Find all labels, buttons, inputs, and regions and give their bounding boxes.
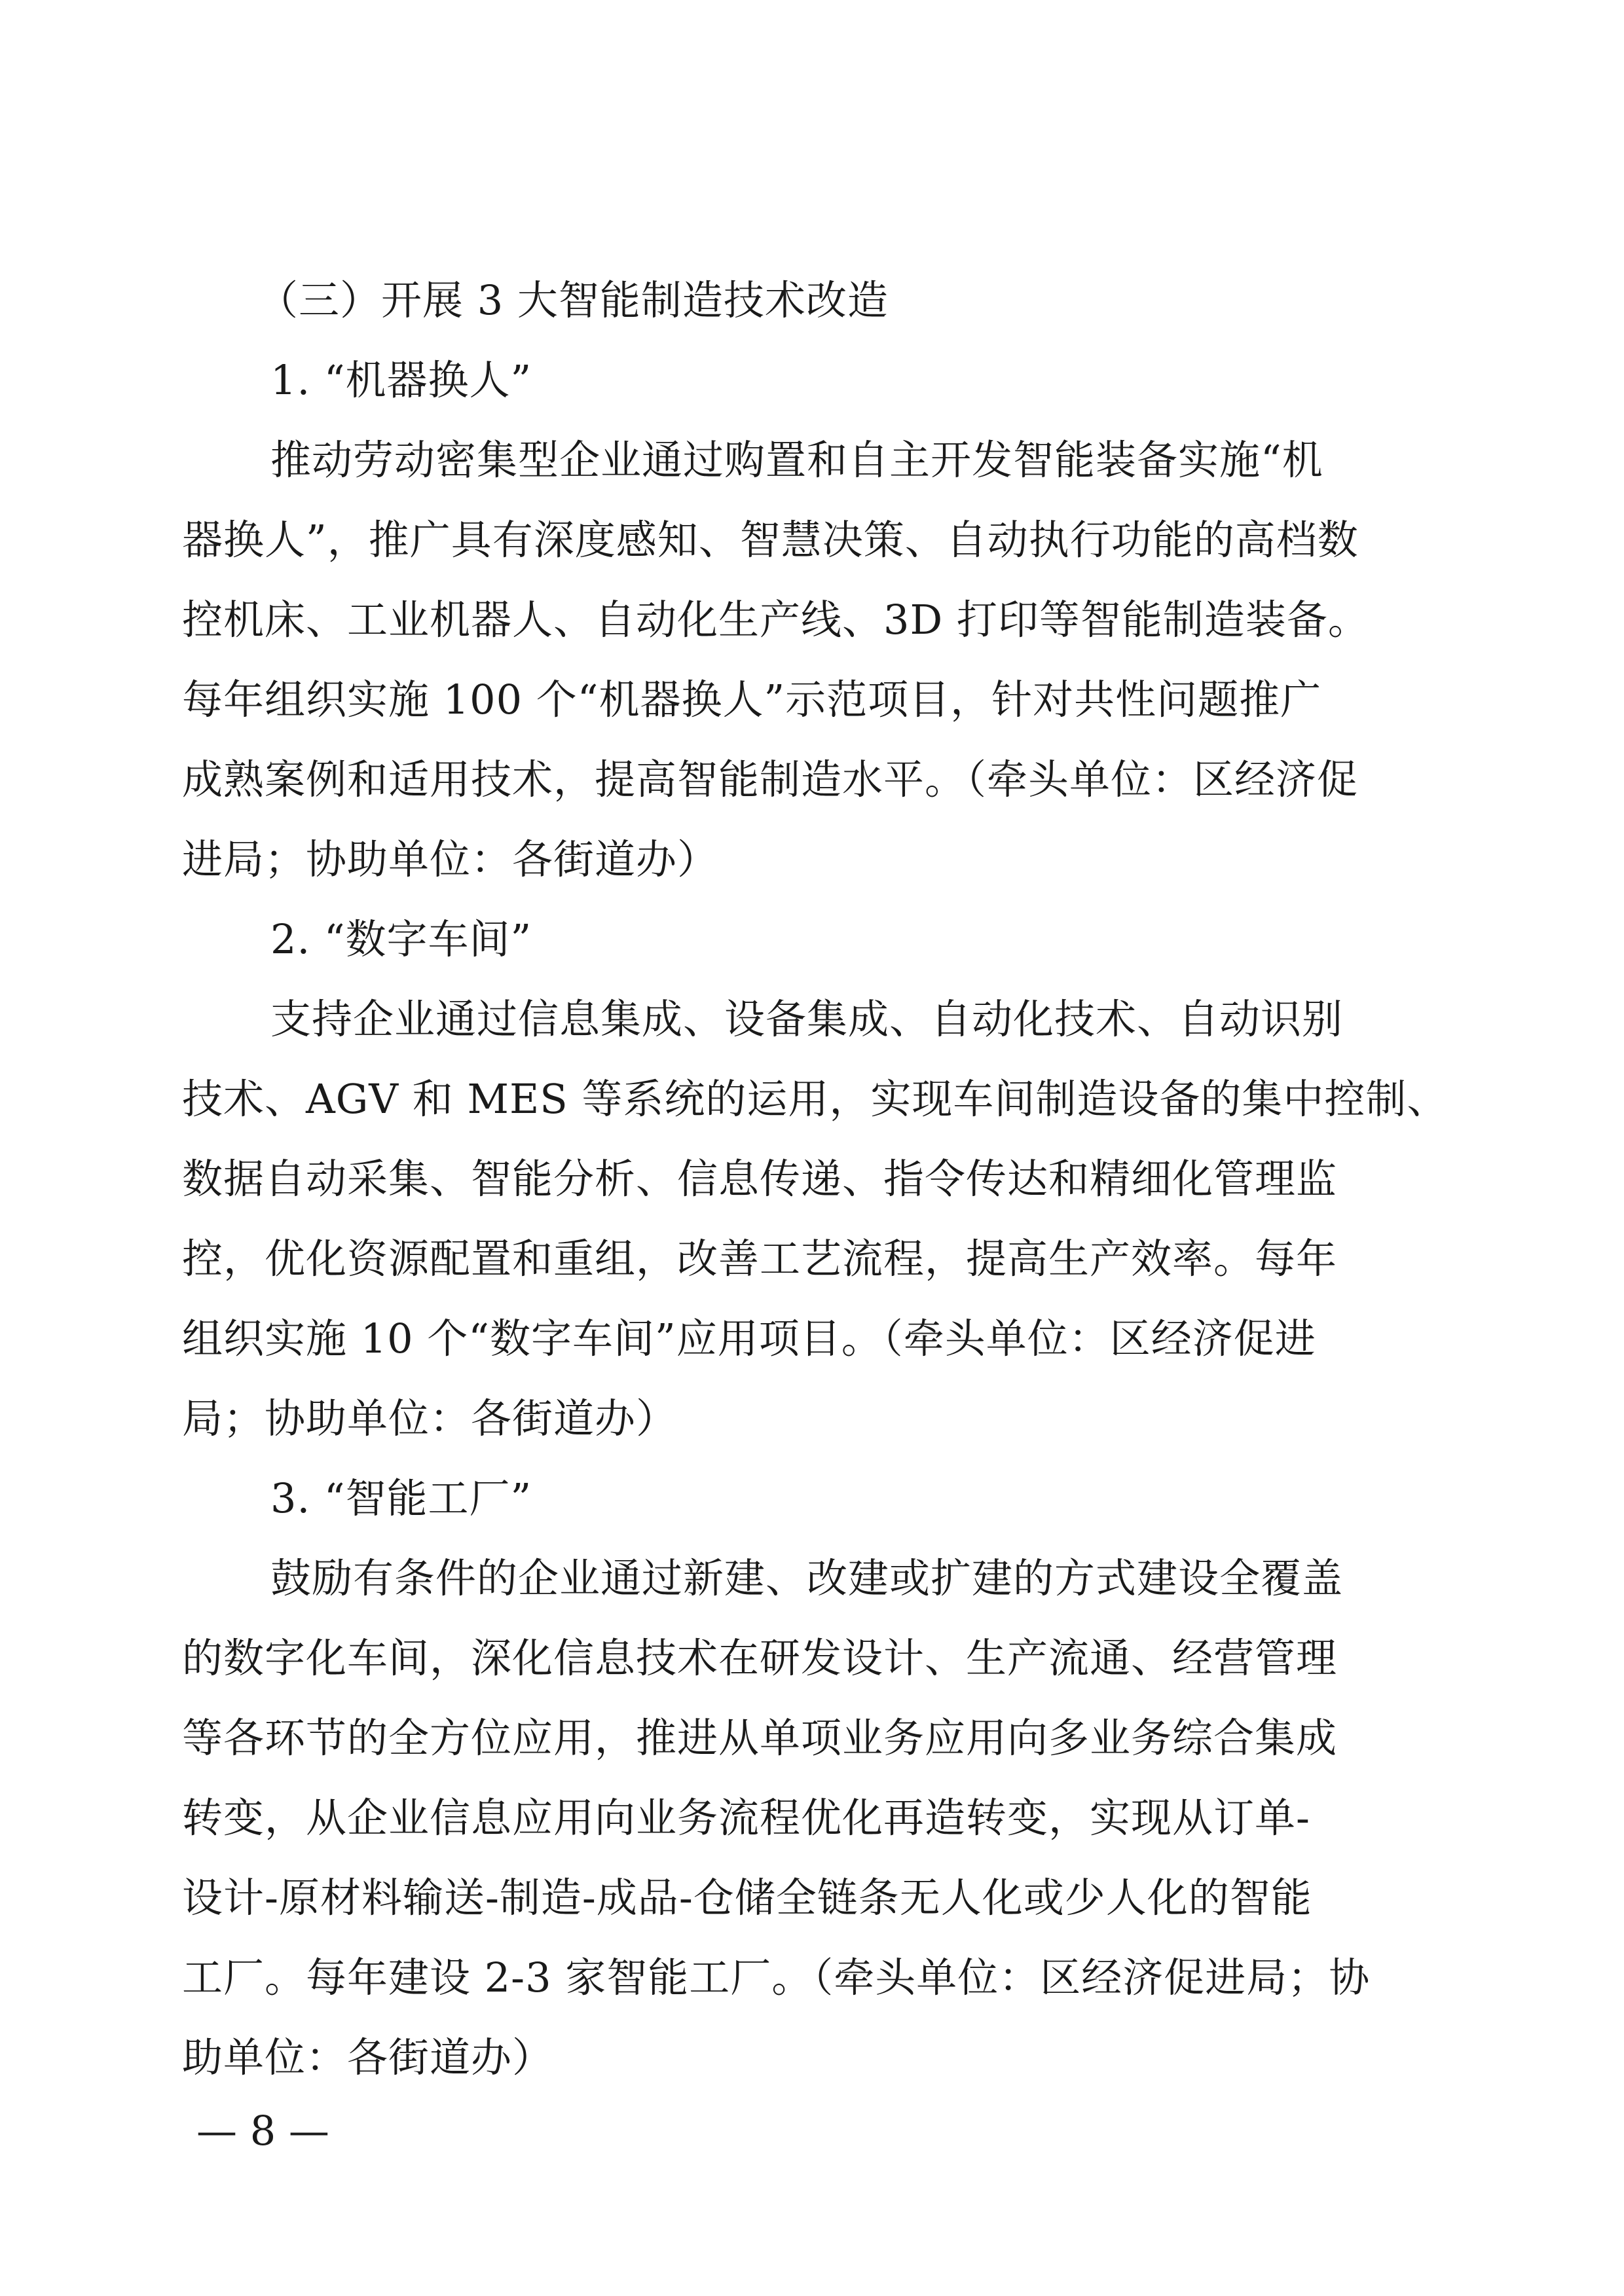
paragraph-line: 工厂。每年建设 2-3 家智能工厂。（牵头单位：区经济促进局；协: [182, 1954, 1371, 2001]
paragraph-line: 推动劳动密集型企业通过购置和自主开发智能装备实施“机: [270, 436, 1323, 484]
item-title-smart-factory: 3. “智能工厂”: [270, 1474, 532, 1522]
paragraph-line: 局；协助单位：各街道办）: [182, 1394, 678, 1442]
section-heading: （三）开展 3 大智能制造技术改造: [257, 276, 889, 324]
paragraph-line: 的数字化车间，深化信息技术在研发设计、生产流通、经营管理: [182, 1634, 1338, 1682]
document-body: [182, 261, 1449, 2098]
item-title-digital-workshop: 2. “数字车间”: [270, 915, 532, 963]
page-number: — 8 —: [196, 2107, 329, 2155]
paragraph-line: 每年组织实施 100 个“机器换人”示范项目，针对共性问题推广: [182, 676, 1322, 723]
paragraph-line: 设计-原材料输送-制造-成品-仓储全链条无人化或少人化的智能: [182, 1874, 1312, 1922]
paragraph-line: 技术、AGV 和 MES 等系统的运用，实现车间制造设备的集中控制、: [182, 1075, 1449, 1123]
paragraph-line: 助单位：各街道办）: [182, 2033, 554, 2081]
paragraph-line: 进局；协助单位：各街道办）: [182, 835, 719, 883]
paragraph-line: 支持企业通过信息集成、设备集成、自动化技术、自动识别: [270, 995, 1344, 1043]
paragraph-line: 成熟案例和适用技术，提高智能制造水平。（牵头单位：区经济促: [182, 756, 1359, 803]
paragraph-line: 控，优化资源配置和重组，改善工艺流程，提高生产效率。每年: [182, 1235, 1338, 1283]
paragraph-line: 组织实施 10 个“数字车间”应用项目。（牵头单位：区经济促进: [182, 1315, 1316, 1362]
paragraph-line: 数据自动采集、智能分析、信息传递、指令传达和精细化管理监: [182, 1155, 1338, 1203]
paragraph-line: 控机床、工业机器人、自动化生产线、3D 打印等智能制造装备。: [182, 596, 1369, 644]
paragraph-line: 等各环节的全方位应用，推进从单项业务应用向多业务综合集成: [182, 1714, 1338, 1762]
item-title-robots: 1. “机器换人”: [270, 356, 532, 404]
paragraph-line: 鼓励有条件的企业通过新建、改建或扩建的方式建设全覆盖: [270, 1554, 1344, 1602]
paragraph-line: 器换人”，推广具有深度感知、智慧决策、自动执行功能的高档数: [182, 516, 1359, 564]
paragraph-line: 转变，从企业信息应用向业务流程优化再造转变，实现从订单-: [182, 1794, 1310, 1842]
